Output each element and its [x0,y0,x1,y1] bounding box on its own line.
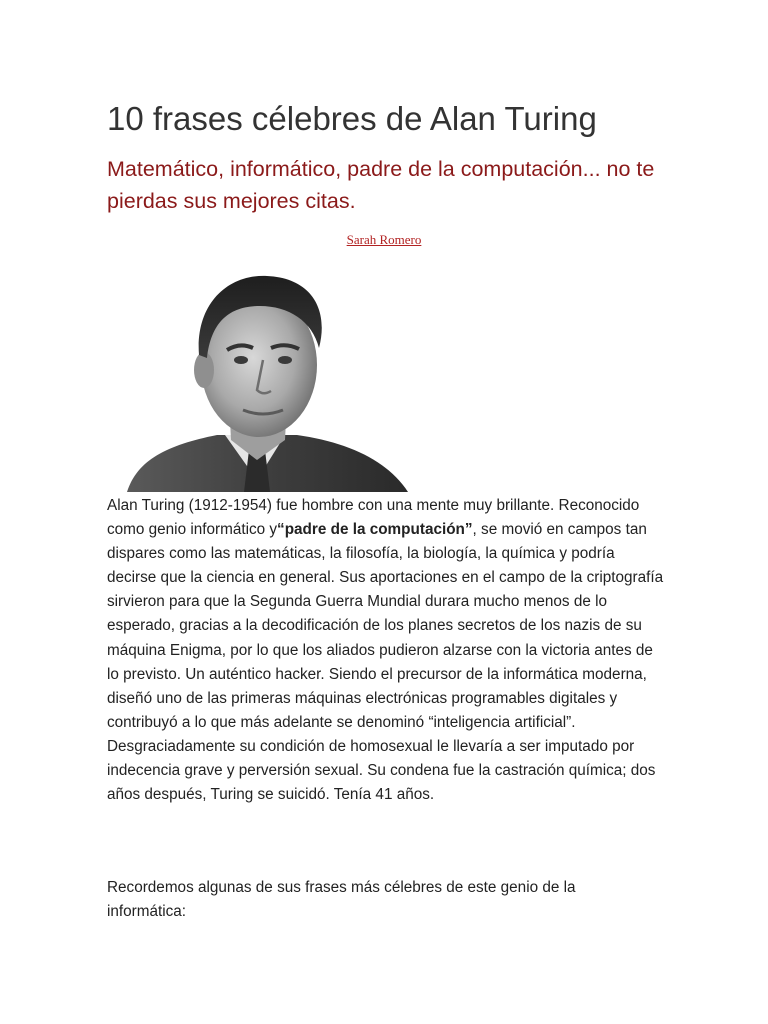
body-intro: Alan Turing (1912-1954) fue hombre con una mente muy brillante. Reconocido como genio informático y [107,497,640,539]
body-paragraph [107,494,667,807]
article-body [107,494,667,807]
article-title: 10 frases célebres de Alan Turing [107,100,597,137]
body-rest: , se movió en campos tan dispares como las matemáticas, la filosofía, la biología, la química y podría decirse que la ciencia en general. Sus aportaciones en el campo de la criptografía sirvieron para que la Segunda Guerra Mundial durara mucho menos de lo esperado, gracias a la decodificación de los planes secretos de los nazis de su máquina Enigma, por lo que los aliados pudieron alzarse con la victoria antes de lo previsto. Un auténtico hacker. Siendo el precursor de la informática moderna, diseñó uno de las primeras máquinas electrónicas programables digitales y contribuyó a lo que más adelante se denominó “inteligencia artificial”. Desgraciadamente su condición de homosexual le llevaría a ser imputado por indecencia grave y perversión sexual. Su condena fue la castración química; dos años después, Turing se suicidó. Tenía 41 años. [107,521,664,804]
author-link[interactable]: Sarah Romero [346,232,422,247]
body-bold-phrase: “padre de la computación” [277,521,473,539]
portrait-photo [107,260,408,492]
closing-paragraph: Recordemos algunas de sus frases más célebres de este genio de la informática: [107,879,576,921]
portrait-illustration [107,260,408,492]
article-subtitle: Matemático, informático, padre de la computación... no te pierdas sus mejores citas. [107,157,655,213]
